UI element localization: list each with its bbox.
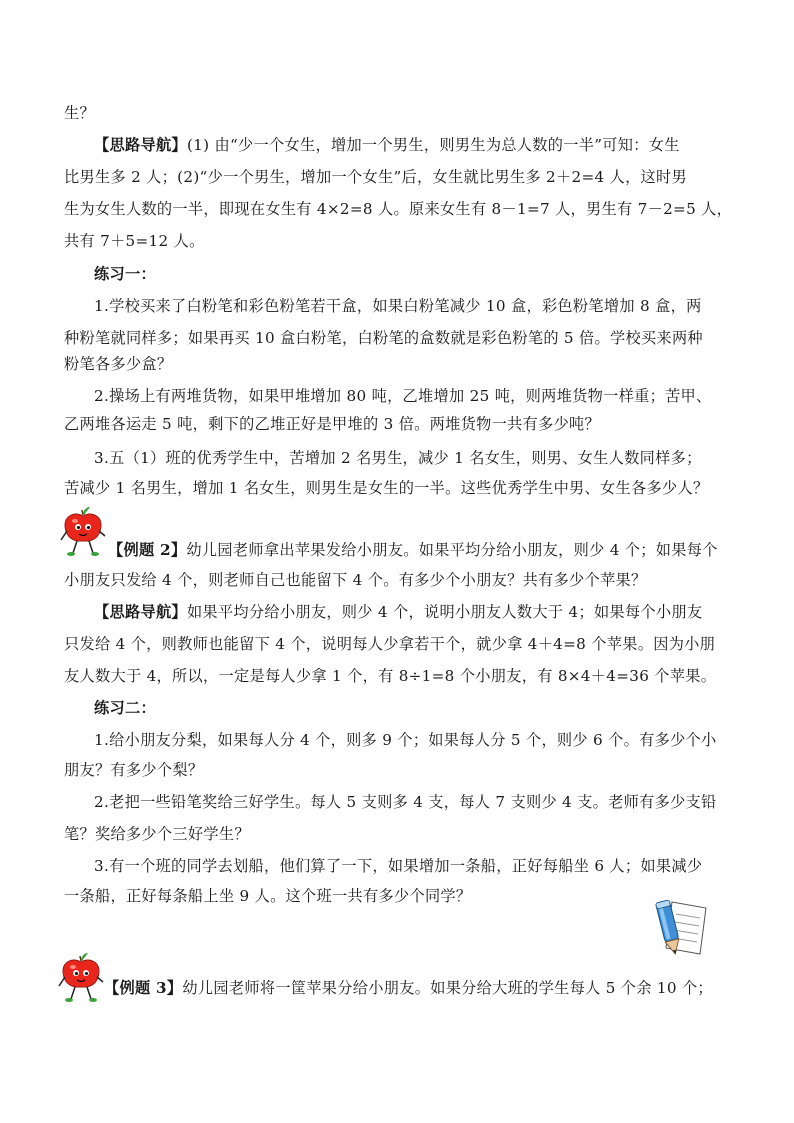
hint-text: (1) 由“少一个女生，增加一个男生，则男生为总人数的一半”可知：女生	[186, 136, 680, 154]
pencil-paper-icon	[650, 898, 710, 960]
practice-1-q1-line: 1.学校买来了白粉笔和彩色粉笔若干盒，如果白粉笔减少 10 盒，彩色粉笔增加 8 盒，两	[94, 297, 702, 315]
hint-text-line: 比男生多 2 人；(2)“少一个男生，增加一个女生”后，女生就比男生多 2＋2=4 人，这时男	[64, 168, 688, 186]
practice-1-q2-line: 2.操场上有两堆货物，如果甲堆增加 80 吨，乙堆增加 25 吨，则两堆货物一样重；苦甲、	[94, 387, 712, 405]
example-3-line	[104, 978, 754, 998]
hint-text-line: 共有 7＋5=12 人。	[64, 232, 205, 250]
practice-1-q3-line: 苦减少 1 名男生，增加 1 名女生，则男生是女生的一半。这些优秀学生中男、女生各多少人？	[64, 479, 709, 497]
example-2-label: 【例题 2】	[108, 541, 187, 559]
example-3-text: 幼儿园老师将一筐苹果分给小朋友。如果分给大班的学生每人 5 个余 10 个；	[182, 979, 713, 997]
practice-2-q2-line: 2.老把一些铅笔奖给三好学生。每人 5 支则多 4 支，每人 7 支则少 4 支。老师有多少支铅	[94, 793, 717, 811]
hint-paragraph-1	[94, 135, 764, 155]
example-2-line: 小朋友只发给 4 个，则老师自己也能留下 4 个。有多少个小朋友？共有多少个苹果？	[64, 571, 647, 589]
carry-over-text: 生？	[64, 104, 95, 122]
hint-label: 【思路导航】	[94, 603, 187, 621]
practice-2-q3-line: 3.有一个班的同学去划船，他们算了一下，如果增加一条船，正好每船坐 6 人；如果减少	[94, 857, 703, 875]
example-2-hint-line	[94, 602, 764, 622]
practice-1-title: 练习一：	[94, 265, 156, 283]
hint-text-line: 生为女生人数的一半，即现在女生有 4×2=8 人。原来女生有 8－1=7 人，男生有 7－2=5 人，	[64, 200, 733, 218]
practice-1-q1-line: 粉笔各多少盒？	[64, 355, 173, 373]
example-2-hint-line: 友人数大于 4，所以，一定是每人少拿 1 个，有 8÷1=8 个小朋友，有 8×4＋4=36 个苹果。	[64, 667, 717, 685]
apple-mascot-icon	[58, 952, 104, 1004]
hint-label: 【思路导航】	[94, 136, 187, 154]
apple-mascot-icon	[60, 506, 106, 558]
practice-2-q2-line: 笔？奖给多少个三好学生？	[64, 825, 250, 843]
example-3-label: 【例题 3】	[104, 979, 183, 997]
example-2-line	[108, 540, 748, 560]
practice-2-q1-line: 1.给小朋友分梨，如果每人分 4 个，则多 9 个；如果每人分 5 个，则少 6 个。有多少个小	[94, 731, 717, 749]
example-2-text: 幼儿园老师拿出苹果发给小朋友。如果平均分给小朋友，则少 4 个；如果每个	[186, 541, 718, 559]
practice-1-q3-line: 3.五（1）班的优秀学生中，苦增加 2 名男生，减少 1 名女生，则男、女生人数同样多；	[94, 449, 702, 467]
practice-2-title: 练习二：	[94, 699, 156, 717]
practice-2-q1-line: 朋友？有多少个梨？	[64, 761, 204, 779]
practice-1-q2-line: 乙两堆各运走 5 吨，剩下的乙堆正好是甲堆的 3 倍。两堆货物一共有多少吨？	[64, 415, 601, 433]
practice-2-q3-line: 一条船，正好每条船上坐 9 人。这个班一共有多少个同学？	[64, 887, 472, 905]
hint-text: 如果平均分给小朋友，则少 4 个，说明小朋友人数大于 4；如果每个小朋友	[186, 603, 703, 621]
practice-1-q1-line: 种粉笔就同样多；如果再买 10 盒白粉笔，白粉笔的盒数就是彩色粉笔的 5 倍。学校买来两种	[64, 329, 703, 347]
example-2-hint-line: 只发给 4 个，则教师也能留下 4 个，说明每人少拿若干个，就少拿 4＋4=8 个苹果。因为小朋	[64, 635, 716, 653]
